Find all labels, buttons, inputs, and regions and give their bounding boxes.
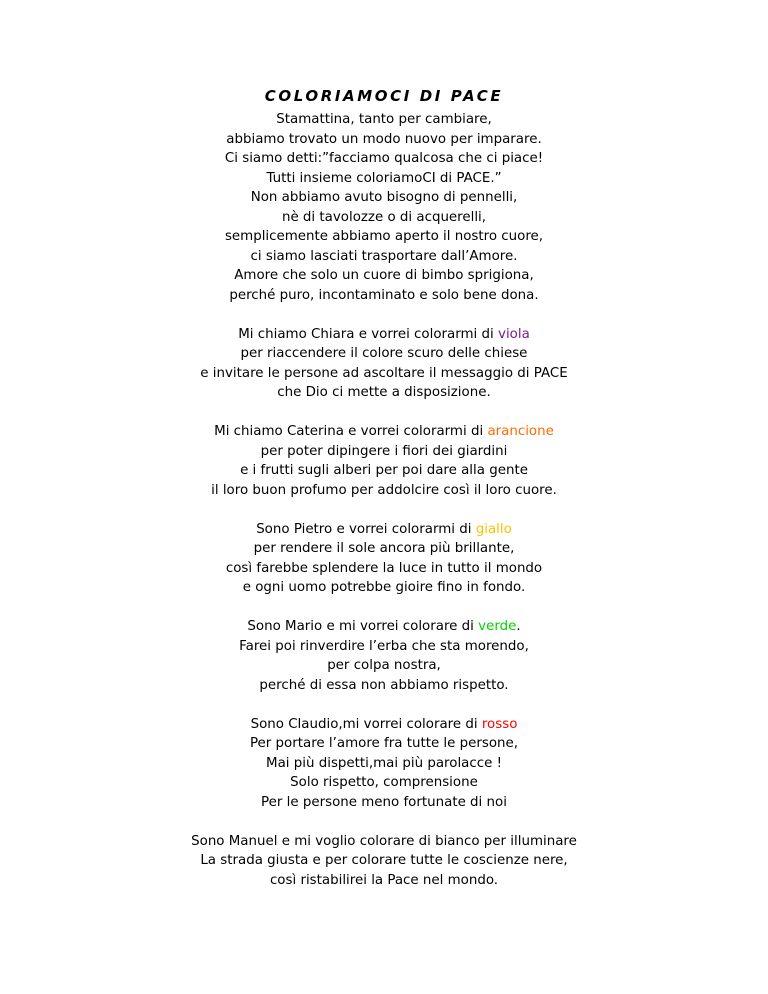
line-text: Sono Claudio,mi vorrei colorare di	[250, 716, 482, 732]
poem-line: ci siamo lasciati trasportare dall’Amore.	[250, 248, 518, 264]
poem-line: per poter dipingere i fiori dei giardini	[260, 443, 508, 459]
color-word-verde: verde	[478, 619, 517, 634]
poem-line: per riaccendere il colore scuro delle chiese	[240, 346, 528, 361]
poem-line-colored	[0, 520, 768, 540]
poem-line: e invitare le persone ad ascoltare il messaggio di PACE	[200, 365, 568, 381]
poem-line: Non abbiamo avuto bisogno di pennelli,	[250, 190, 518, 205]
poem-line-colored	[0, 422, 768, 442]
poem-line: La strada giusta e per colorare tutte le coscienze nere,	[200, 853, 568, 868]
stanza-intro	[0, 110, 768, 305]
stanza-mario	[0, 617, 768, 695]
stanza-claudio	[0, 715, 768, 813]
poem-line: perché di essa non abbiamo rispetto.	[259, 677, 509, 693]
line-text: .	[516, 619, 521, 634]
poem-line: Farei poi rinverdire l’erba che sta morendo,	[239, 638, 529, 654]
stanza-manuel	[0, 832, 768, 891]
line-text: Mi chiamo Chiara e vorrei colorarmi di	[238, 326, 499, 342]
line-text: Mi chiamo Caterina e vorrei colorarmi di	[214, 424, 488, 439]
poem-line: perché puro, incontaminato e solo bene dona.	[229, 287, 539, 303]
poem-line-colored	[0, 325, 768, 345]
poem-line-colored	[0, 715, 768, 735]
poem-line: per colpa nostra,	[327, 658, 441, 673]
color-word-giallo: giallo	[475, 521, 512, 537]
poem-body	[0, 110, 768, 910]
poem-line: Per le persone meno fortunate di noi	[261, 794, 507, 810]
poem-line: Mai più dispetti,mai più parolacce !	[266, 755, 502, 771]
line-text: Sono Mario e mi vorrei colorare di	[247, 619, 479, 634]
color-word-rosso: rosso	[481, 716, 518, 732]
poem-line: Tutti insieme coloriamoCI di PACE.”	[266, 170, 502, 186]
poem-line: Amore che solo un cuore di bimbo sprigiona,	[234, 268, 534, 283]
poem-line: così ristabilirei la Pace nel mondo.	[269, 872, 499, 888]
poem-line: Ci siamo detti:”facciamo qualcosa che ci piace!	[224, 151, 544, 166]
poem-line: Per portare l’amore fra tutte le persone,	[249, 736, 519, 751]
stanza-caterina	[0, 422, 768, 500]
poem-line: che Dio ci mette a disposizione.	[277, 385, 491, 400]
poem-line: Sono Manuel e mi voglio colorare di bianco per illuminare	[191, 833, 577, 849]
poem-line: il loro buon profumo per addolcire così il loro cuore.	[211, 482, 557, 498]
poem-line: e ogni uomo potrebbe gioire fino in fondo.	[242, 580, 526, 595]
color-word-arancione: arancione	[487, 424, 554, 439]
poem-title: COLORIAMOCI DI PACE	[264, 87, 504, 105]
poem-line: e i frutti sugli alberi per poi dare alla gente	[240, 463, 528, 478]
poem-line: così farebbe splendere la luce in tutto il mondo	[225, 560, 543, 576]
poem-line: Solo rispetto, comprensione	[290, 775, 478, 790]
poem-line: semplicemente abbiamo aperto il nostro cuore,	[224, 229, 544, 244]
stanza-chiara	[0, 325, 768, 403]
stanza-pietro	[0, 520, 768, 598]
poem-line: per rendere il sole ancora più brillante,	[253, 541, 515, 556]
poem-line-colored	[0, 617, 768, 637]
color-word-viola: viola	[498, 326, 530, 342]
line-text: Sono Pietro e vorrei colorarmi di	[256, 521, 476, 537]
poem-line: Stamattina, tanto per cambiare,	[276, 112, 492, 127]
poem-line: abbiamo trovato un modo nuovo per imparare.	[226, 131, 542, 147]
poem-line: nè di tavolozze o di acquerelli,	[281, 209, 487, 225]
